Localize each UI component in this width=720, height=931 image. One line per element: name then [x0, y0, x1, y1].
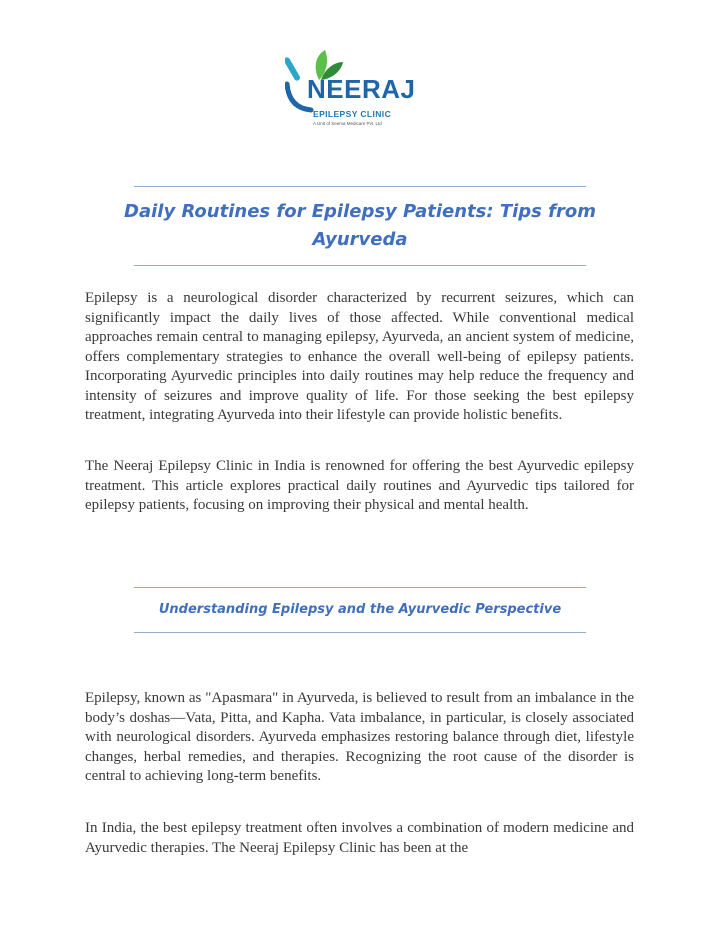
- section-bottom-divider: [134, 632, 586, 633]
- title-top-divider: [134, 186, 586, 187]
- intro-paragraph-1: Epilepsy is a neurological disorder characterized by recurrent seizures, which can significantly impact the daily lives of those affected. While conventional medical approaches remain central to managing epilepsy, Ayurveda, an ancient system of medicine, offers complementary strategies to enhance the overall well-being of epilepsy patients. Incorporating Ayurvedic principles into daily routines may help reduce the frequency and intensity of seizures and improve quality of life. For those seeking the best epilepsy treatment, integrating Ayurveda into their lifestyle can provide holistic benefits.: [85, 290, 634, 423]
- clinic-logo: [285, 46, 435, 146]
- logo-name: NEERAJ: [307, 74, 416, 104]
- section-paragraph-1: Epilepsy, known as "Apasmara" in Ayurveda, is believed to result from an imbalance in the body’s doshas—Vata, Pitta, and Kapha. Vata imbalance, in particular, is closely associated with neurological disorders. Ayurveda emphasizes restoring balance through diet, lifestyle changes, herbal remedies, and therapies. Recognizing the root cause of the disorder is central to achieving long-term benefits.: [85, 690, 634, 784]
- page-title: Daily Routines for Epilepsy Patients: Tips from Ayurveda: [124, 201, 596, 250]
- title-bottom-divider: [134, 265, 586, 266]
- section-paragraph-2: In India, the best epilepsy treatment often involves a combination of modern medicine and Ayurvedic therapies. The Neeraj Epilepsy Clinic has been at the: [85, 820, 634, 856]
- logo-tagline: A Unit of Seema Medicare Pvt. Ltd: [313, 121, 382, 126]
- logo-subtitle: EPILEPSY CLINIC: [313, 109, 392, 119]
- section-heading: Understanding Epilepsy and the Ayurvedic Perspective: [158, 602, 562, 617]
- intro-paragraph-2: The Neeraj Epilepsy Clinic in India is renowned for offering the best Ayurvedic epilepsy treatment. This article explores practical daily routines and Ayurvedic tips tailored for epilepsy patients, focusing on improving their physical and mental health.: [85, 458, 634, 513]
- section-top-divider: [134, 587, 586, 588]
